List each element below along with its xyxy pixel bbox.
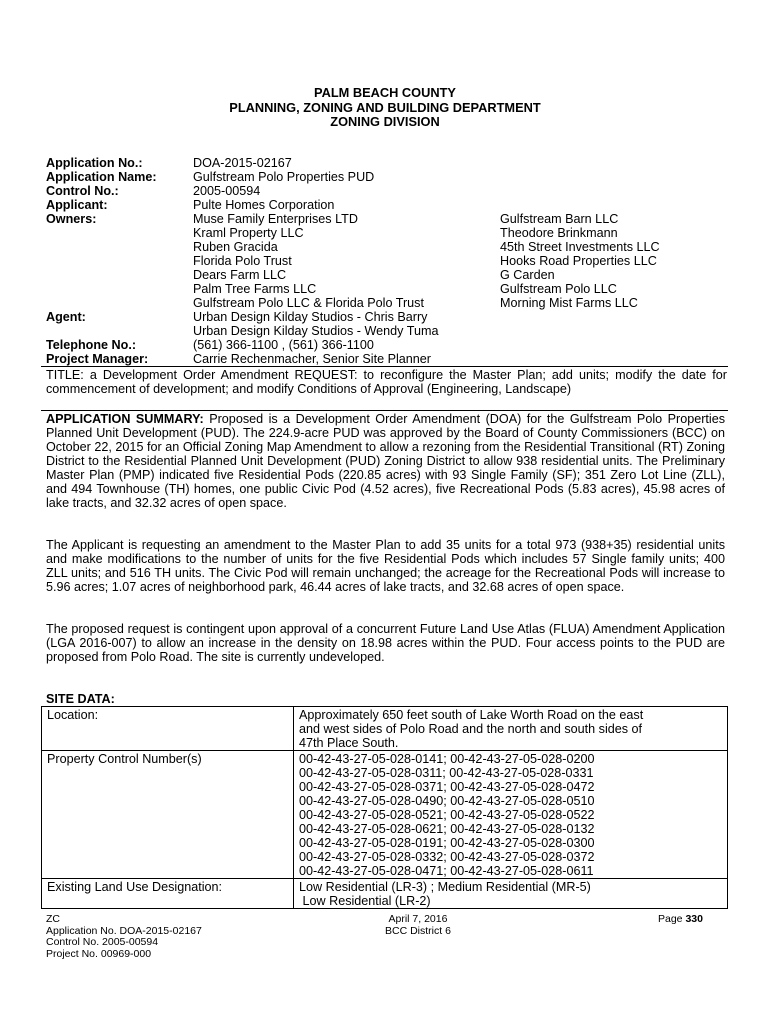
site-data-line: Low Residential (LR-3) ; Medium Residential (MR-5) bbox=[299, 880, 591, 894]
footer-date: April 7, 2016 bbox=[388, 913, 448, 925]
site-data-heading: SITE DATA: bbox=[46, 692, 115, 706]
site-data-table bbox=[41, 706, 728, 909]
pcn-line: 00-42-43-27-05-028-0332; 00-42-43-27-05-028-0372 bbox=[299, 850, 595, 864]
owner-name: Florida Polo Trust bbox=[193, 254, 292, 268]
site-data-line: Approximately 650 feet south of Lake Worth Road on the east bbox=[299, 708, 644, 722]
table-row bbox=[42, 879, 728, 909]
application-no-value: DOA-2015-02167 bbox=[193, 156, 292, 170]
page-number bbox=[658, 914, 703, 926]
page-label: Page bbox=[658, 913, 686, 925]
owners-label: Owners: bbox=[46, 212, 97, 226]
footer-left bbox=[46, 914, 202, 960]
footer-line: ZC bbox=[46, 913, 60, 925]
applicant-label: Applicant: bbox=[46, 198, 108, 212]
pcn-line: 00-42-43-27-05-028-0371; 00-42-43-27-05-028-0472 bbox=[299, 780, 595, 794]
telephone-label: Telephone No.: bbox=[46, 338, 137, 352]
site-data-value bbox=[294, 751, 728, 879]
site-data-label: Location: bbox=[42, 707, 294, 751]
pcn-line: 00-42-43-27-05-028-0141; 00-42-43-27-05-028-0200 bbox=[299, 752, 595, 766]
owner-name: Gulfstream Barn LLC bbox=[500, 212, 619, 226]
owner-name: Ruben Gracida bbox=[193, 240, 278, 254]
owner-name: Dears Farm LLC bbox=[193, 268, 287, 282]
project-manager-value: Carrie Rechenmacher, Senior Site Planner bbox=[193, 352, 432, 366]
owner-name: Hooks Road Properties LLC bbox=[500, 254, 657, 268]
pcn-line: 00-42-43-27-05-028-0621; 00-42-43-27-05-028-0132 bbox=[299, 822, 595, 836]
site-data-line: and west sides of Polo Road and the north and south sides of bbox=[299, 722, 643, 736]
pcn-line: 00-42-43-27-05-028-0521; 00-42-43-27-05-028-0522 bbox=[299, 808, 595, 822]
summary-text: Proposed is a Development Order Amendment (DOA) for the Gulfstream Polo Properties Planned Unit Development (PUD). The 224.9-acre PUD was approved by the Board of County Commissioners (BCC) on October 22, 2015 for an Official Zoning Map Amendment to allow a rezoning from the Residential Transitional (RT) Zoning District to the Residential Planned Unit Development (PUD) Zoning District to allow 938 residential units. The Preliminary Master Plan (PMP) indicated five Residential Pods (220.85 acres) with 93 Single Family (SF); 351 Zero Lot Line (ZLL), and 494 Townhouse (TH) homes, one public Civic Pod (4.52 acres), five Recreational Pods (5.83 acres), 45.98 acres of lake tracts, and 32.32 acres of open space. bbox=[46, 412, 725, 510]
application-name-value: Gulfstream Polo Properties PUD bbox=[193, 170, 375, 184]
amendment-paragraph: The Applicant is requesting an amendment to the Master Plan to add 35 units for a total 973 (938+35) residential units and make modifications to the number of units for the five Residential Pods which includes 57 Single family units; 400 ZLL units; and 516 TH units. The Civic Pod will remain unchanged; the acreage for the Recreational Pods will increase to 5.96 acres; 1.07 acres of neighborhood park, 46.44 acres of lake tracts, and 32.68 acres of open space. bbox=[46, 538, 725, 594]
pcn-line: 00-42-43-27-05-028-0311; 00-42-43-27-05-028-0331 bbox=[299, 766, 594, 780]
owner-name: Palm Tree Farms LLC bbox=[193, 282, 317, 296]
project-manager-label: Project Manager: bbox=[46, 352, 149, 366]
owner-name: Kraml Property LLC bbox=[193, 226, 304, 240]
application-no-label: Application No.: bbox=[46, 156, 143, 170]
owner-name: Morning Mist Farms LLC bbox=[500, 296, 638, 310]
application-summary bbox=[46, 412, 725, 510]
site-data-line: Low Residential (LR-2) bbox=[299, 894, 431, 908]
table-row bbox=[42, 751, 728, 879]
site-data-line: 47th Place South. bbox=[299, 736, 399, 750]
owner-name: Muse Family Enterprises LTD bbox=[193, 212, 358, 226]
contingency-paragraph: The proposed request is contingent upon approval of a concurrent Future Land Use Atlas (FLUA) Amendment Application (LGA 2016-007) to allow an increase in the density on 18.98 acres within the PUD. Four access points to the PUD are proposed from Polo Road. The site is currently undeveloped. bbox=[46, 622, 725, 664]
agent-value: Urban Design Kilday Studios - Wendy Tuma bbox=[193, 324, 439, 338]
pcn-line: 00-42-43-27-05-028-0471; 00-42-43-27-05-028-0611 bbox=[299, 864, 594, 878]
title-paragraph: TITLE: a Development Order Amendment REQUEST: to reconfigure the Master Plan; add units; modify the date for commencement of development; and modify Conditions of Approval (Engineering, Landscape) bbox=[46, 368, 727, 396]
agent-value: Urban Design Kilday Studios - Chris Barry bbox=[193, 310, 428, 324]
owner-name: Gulfstream Polo LLC bbox=[500, 282, 617, 296]
owner-name: Theodore Brinkmann bbox=[500, 226, 618, 240]
site-data-value bbox=[294, 879, 728, 909]
owner-name: 45th Street Investments LLC bbox=[500, 240, 660, 254]
department-header-line1: PALM BEACH COUNTY bbox=[314, 85, 456, 100]
telephone-value: (561) 366-1100 , (561) 366-1100 bbox=[193, 338, 374, 352]
pcn-line: 00-42-43-27-05-028-0490; 00-42-43-27-05-028-0510 bbox=[299, 794, 595, 808]
summary-label: APPLICATION SUMMARY: bbox=[46, 412, 204, 426]
owner-name: Gulfstream Polo LLC & Florida Polo Trust bbox=[193, 296, 424, 310]
footer-line: Project No. 00969-000 bbox=[46, 947, 152, 960]
site-data-label: Existing Land Use Designation: bbox=[42, 879, 294, 909]
department-header-line3: ZONING DIVISION bbox=[330, 114, 440, 129]
site-data-label: Property Control Number(s) bbox=[42, 751, 294, 879]
control-no-value: 2005-00594 bbox=[193, 184, 261, 198]
control-no-label: Control No.: bbox=[46, 184, 119, 198]
footer-line: Control No. 2005-00594 bbox=[46, 936, 159, 948]
divider bbox=[41, 410, 728, 411]
applicant-value: Pulte Homes Corporation bbox=[193, 198, 335, 212]
site-data-value bbox=[294, 707, 728, 751]
application-name-label: Application Name: bbox=[46, 170, 157, 184]
footer-district: BCC District 6 bbox=[385, 924, 451, 937]
pcn-line: 00-42-43-27-05-028-0191; 00-42-43-27-05-028-0300 bbox=[299, 836, 595, 850]
owner-name: G Carden bbox=[500, 268, 555, 282]
footer-line: Application No. DOA-2015-02167 bbox=[46, 924, 202, 937]
department-header-line2: PLANNING, ZONING AND BUILDING DEPARTMENT bbox=[229, 99, 541, 115]
divider bbox=[41, 366, 728, 367]
table-row bbox=[42, 707, 728, 751]
page-number-value: 330 bbox=[685, 913, 703, 925]
agent-label: Agent: bbox=[46, 310, 86, 324]
footer-center bbox=[385, 914, 451, 937]
